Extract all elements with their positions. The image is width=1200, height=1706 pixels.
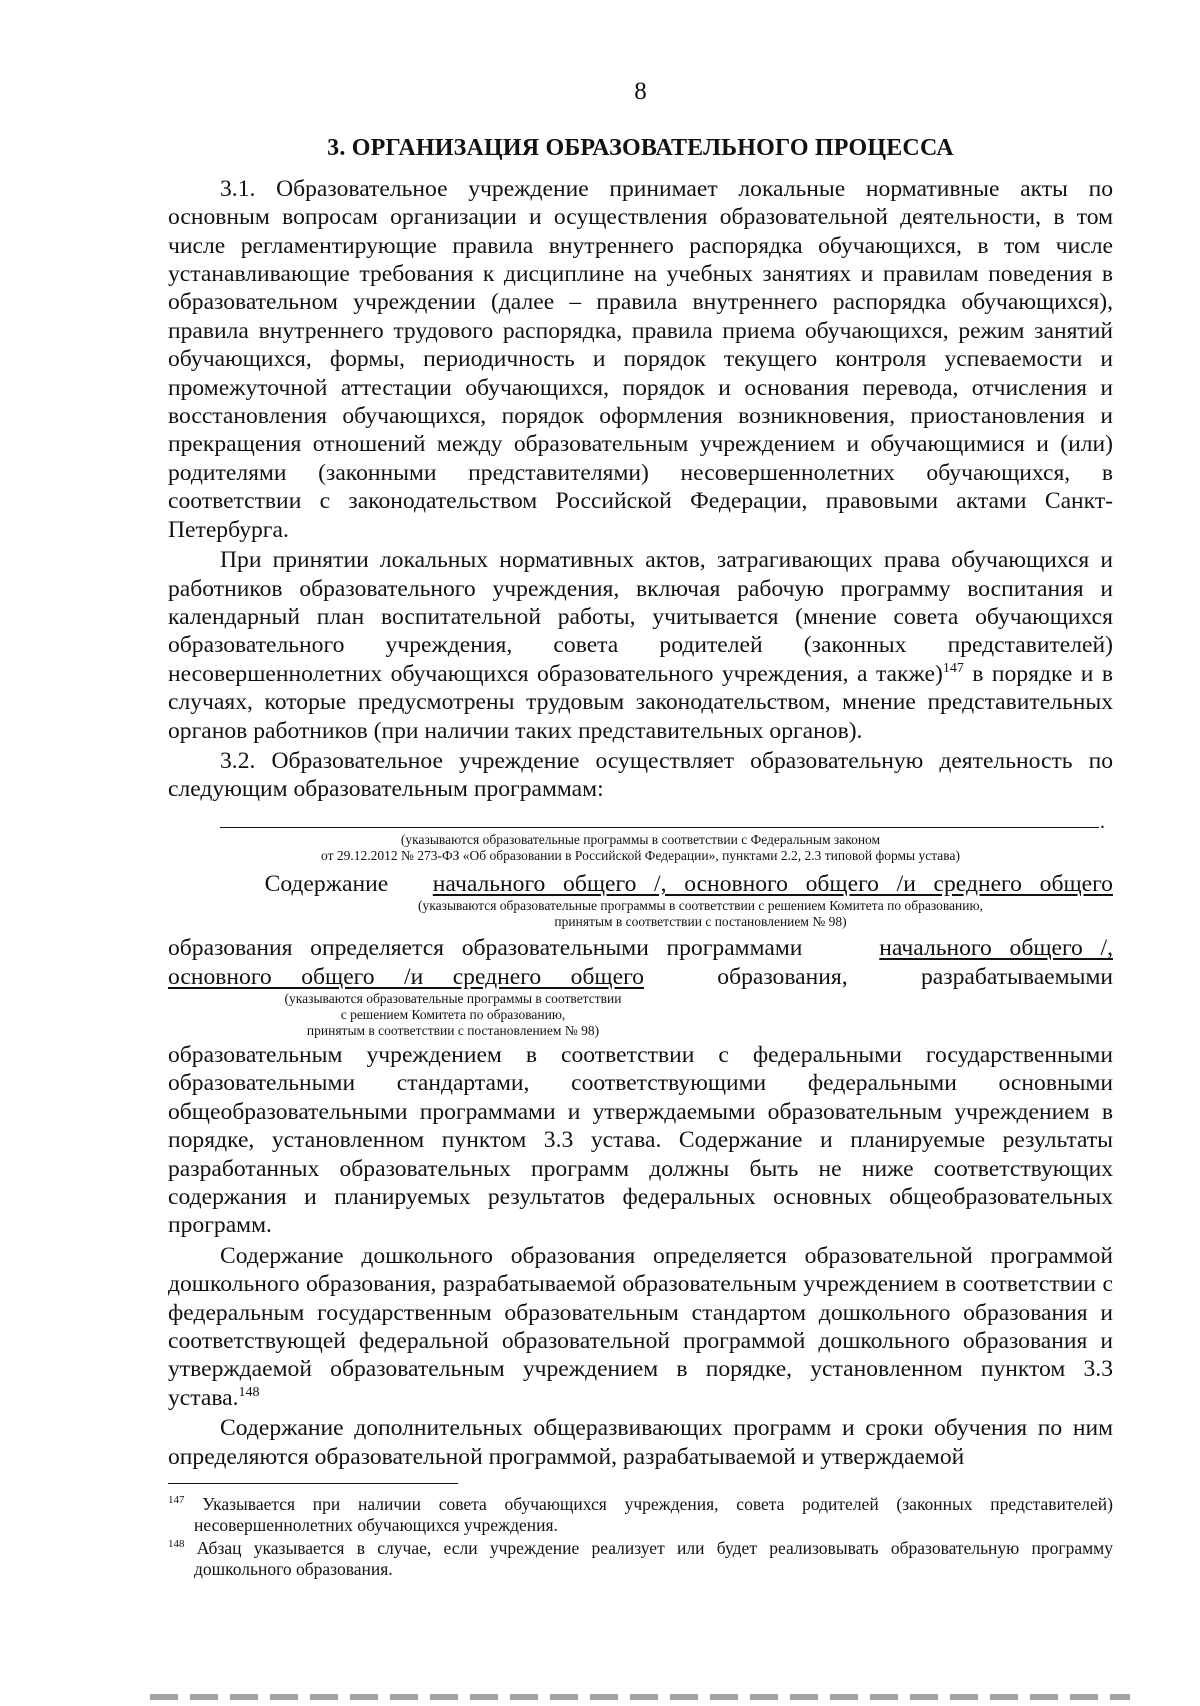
hint-programs-law: (указываются образовательные программы в соответствии с Федеральным законом: [400, 831, 881, 847]
paragraph-additional: Содержание дополнительных общеразвивающих программ и сроки обучения по ним определяются образовательной программой, разрабатываемой и утверждаемой: [168, 1415, 1113, 1470]
paragraph-preschool-text: Содержание дошкольного образования определяется образовательной программой дошкольного образования, разрабатываемой образовательным учреждением в соответствии с федеральным государственным образовательным стандартом дошкольного образования и соответствующей федеральной образовательной программой дошкольного образования и утверждаемой образовательным учреждением в порядке, установленном пунктом 3.3 устава.: [168, 1242, 1113, 1411]
footnote-147: [168, 1494, 1113, 1536]
fill-line-3-after: образования,: [717, 963, 848, 990]
paragraph-preschool: [168, 1242, 1113, 1412]
hint-programs-law-2: от 29.12.2012 № 273-ФЗ «Об образовании в Российской Федерации», пунктами 2.2, 2.3 типовой формы устава): [321, 847, 960, 863]
hint-committee-alt: (указываются образовательные программы в соответствии: [284, 990, 622, 1006]
fill-line-3: [168, 963, 1113, 991]
footnote-ref-148: 148: [238, 1384, 260, 1400]
paragraph-local-acts: [168, 546, 1113, 745]
edu-line-text: образования определяется образовательными программами: [168, 935, 803, 962]
content-line-word: Содержание: [264, 870, 389, 897]
fill-in-blank-line: [168, 808, 1113, 832]
paragraph-3-1: 3.1. Образовательное учреждение принимает локальные нормативные акты по основным вопросам организации и осуществления образовательной деятельности, в том числе регламентирующие правила внутреннего распорядка обучающихся, в том числе устанавливающие требования к дисциплине на учебных занятиях и правилам поведения в образовательном учреждении (далее – правила внутреннего распорядка обучающихся), правила внутреннего трудового распорядка, правила приема обучающихся, режим занятий обучающихся, формы, периодичность и порядок текущего контроля успеваемости и промежуточной аттестации обучающихся, порядок и основания перевода, отчисления и восстановления обучающихся, порядок оформления возникновения, приостановления и прекращения отношений между образовательным учреждением и обучающимися и (или) родителями (законными представителями) несовершеннолетних обучающихся, в соответствии с законодательством Российской Федерации, правовыми актами Санкт-Петербурга.: [168, 175, 1113, 543]
footnote-ref-147: 147: [942, 660, 964, 676]
hint-committee-2: принятым в соответствии с постановлением № 98): [554, 914, 847, 930]
footnote-num-148: 148: [168, 1538, 185, 1551]
fill-line-3-fill: основного общего /и среднего общего: [168, 963, 644, 990]
edu-line: [168, 934, 1113, 962]
hint-committee: (указываются образовательные программы в соответствии с решением Комитета по образованию,: [418, 898, 983, 914]
blank-underline: [220, 827, 1099, 828]
blank-line-end: .: [1100, 810, 1105, 833]
paragraph-fgos: образовательным учреждением в соответствии с федеральными государственными образовательными стандартами, соответствующими федеральными основными общеобразовательными программами и утверждаемыми образовательным учреждением в порядке, установленном пунктом 3.3 устава. Содержание и планируемые результаты разработанных образовательных программ должны быть не ниже соответствующих содержания и планируемых результатов федеральных основных общеобразовательных программ.: [168, 1041, 1113, 1239]
content-line-fill: начального общего /, основного общего /и среднего общего: [432, 870, 1113, 897]
edu-line-fill: начального общего /,: [879, 935, 1113, 962]
footnote-text-147: Указывается при наличии совета обучающихся учреждения, совета родителей (законных представителей) несовершеннолетних обучающихся учреждения.: [184, 1494, 1113, 1535]
fill-line-3-end: разрабатываемыми: [921, 963, 1113, 990]
section-title: 3. ОРГАНИЗАЦИЯ ОБРАЗОВАТЕЛЬНОГО ПРОЦЕССА: [327, 135, 954, 162]
page-number: 8: [634, 78, 647, 105]
footnote-separator: [168, 1483, 458, 1484]
paragraph-local-acts-text: При принятии локальных нормативных актов, затрагивающих права обучающихся и работников образовательного учреждения, включая рабочую программу воспитания и календарный план воспитательной работы, учитывается (мнение совета обучающихся образовательного учреждения, совета родителей (законных представителей) несовершеннолетних обучающихся образовательного учреждения, а также): [168, 547, 1113, 687]
content-line: [168, 870, 1113, 898]
footnotes: [168, 1483, 1113, 1582]
hint-committee-alt-2: с решением Комитета по образованию,: [340, 1006, 566, 1022]
paragraph-local-acts-tail: в порядке и в случаях, которые предусмотрены трудовым законодательством, мнение представительных органов работников (при наличии таких представительных органов).: [168, 660, 1113, 744]
footnote-148: [168, 1538, 1113, 1580]
footnote-text-148: Абзац указывается в случае, если учреждение реализует или будет реализовывать образовательную программу дошкольного образования.: [184, 1538, 1113, 1579]
paragraph-3-2: 3.2. Образовательное учреждение осуществляет образовательную деятельность по следующим образовательным программам:: [168, 747, 1113, 803]
scan-bottom-edge: [150, 1694, 1130, 1700]
footnote-num-147: 147: [168, 1494, 185, 1507]
hint-committee-alt-3: принятым в соответствии с постановлением № 98): [306, 1022, 600, 1038]
